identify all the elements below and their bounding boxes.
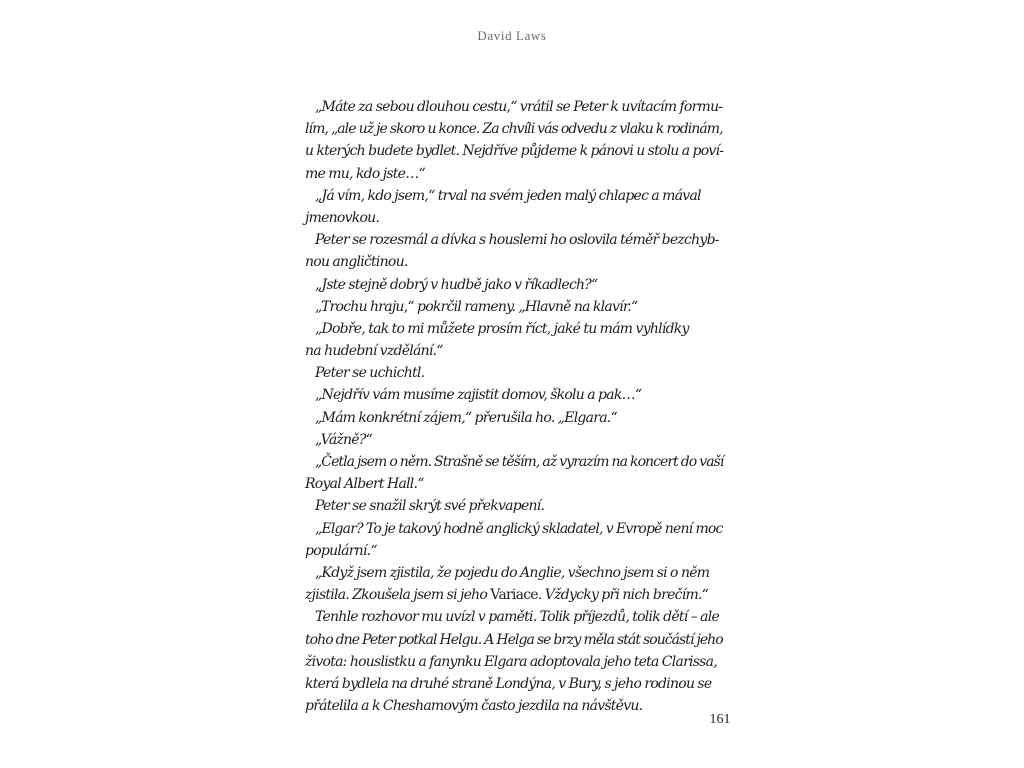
text-line: „Dobře, tak to mi můžete prosím říct, jaké tu mám vyhlídky: [315, 320, 689, 337]
text-line: nou angličtinou.: [305, 254, 408, 271]
text-line: „Nejdřív vám musíme zajistit domov, školu a pak…“: [315, 387, 642, 404]
text-line: „Jste stejně dobrý v hudbě jako v říkadlech?“: [315, 276, 598, 293]
text-line: „Trochu hraju,“ pokrčil rameny. „Hlavně na klavír.“: [315, 298, 638, 315]
text-line: „Vážně?“: [315, 431, 372, 448]
text-line: toho dne Peter potkal Helgu. A Helga se brzy měla stát součástí jeho: [305, 631, 723, 648]
music-title-variace: Variace: [490, 587, 538, 604]
text-line: u kterých budete bydlet. Nejdříve půjdeme k pánovi u stolu a poví-: [305, 143, 724, 160]
text-line: na hudební vzdělání.“: [305, 343, 443, 360]
line-text-before: zjistila. Zkoušela jsem si jeho: [305, 587, 491, 604]
text-line: „Mám konkrétní zájem,“ přerušila ho. „Elgara.“: [315, 409, 617, 426]
text-line: Peter se uchichtl.: [315, 365, 425, 382]
line-text-after: . Vždycky při nich brečím.“: [537, 587, 709, 604]
text-line: „Elgar? To je takový hodně anglický skladatel, v Evropě není moc: [315, 520, 723, 537]
text-line: Royal Albert Hall.“: [305, 476, 424, 493]
text-line: me mu, kdo jste…“: [305, 165, 425, 182]
text-line: lím, „ale už je skoro u konce. Za chvíli vás odvedu z vlaku k rodinám,: [305, 121, 723, 138]
body-text: [305, 96, 723, 717]
text-line: jmenovkou.: [305, 209, 380, 226]
text-line: populární.“: [305, 542, 377, 559]
text-line: Peter se snažil skrýt své překvapení.: [315, 498, 545, 515]
running-head-author: David Laws: [477, 28, 547, 43]
text-line: „Když jsem zjistila, že pojedu do Anglie, všechno jsem si o něm: [315, 564, 710, 581]
text-line: která bydlela na druhé straně Londýna, v Bury, s jeho rodinou se: [305, 675, 712, 692]
page-number: 161: [709, 712, 731, 727]
text-line: „Máte za sebou dlouhou cestu,“ vrátil se Peter k uvítacím formu-: [315, 99, 723, 115]
text-line-with-title: [305, 584, 723, 606]
text-line: Peter se rozesmál a dívka s houslemi ho oslovila téměř bezchyb-: [315, 232, 719, 249]
text-line: „Já vím, kdo jsem,“ trval na svém jeden malý chlapec a mával: [315, 187, 701, 204]
text-line: života: houslistku a fanynku Elgara adoptovala jeho teta Clarissa,: [305, 653, 717, 670]
text-line: Tenhle rozhovor mu uvízl v paměti. Tolik příjezdů, tolik dětí – ale: [315, 609, 720, 626]
text-line: „Četla jsem o něm. Strašně se těším, až vyrazím na koncert do vaší: [315, 454, 724, 470]
text-line: přátelila a k Cheshamovým často jezdila na návštěvu.: [305, 698, 643, 715]
